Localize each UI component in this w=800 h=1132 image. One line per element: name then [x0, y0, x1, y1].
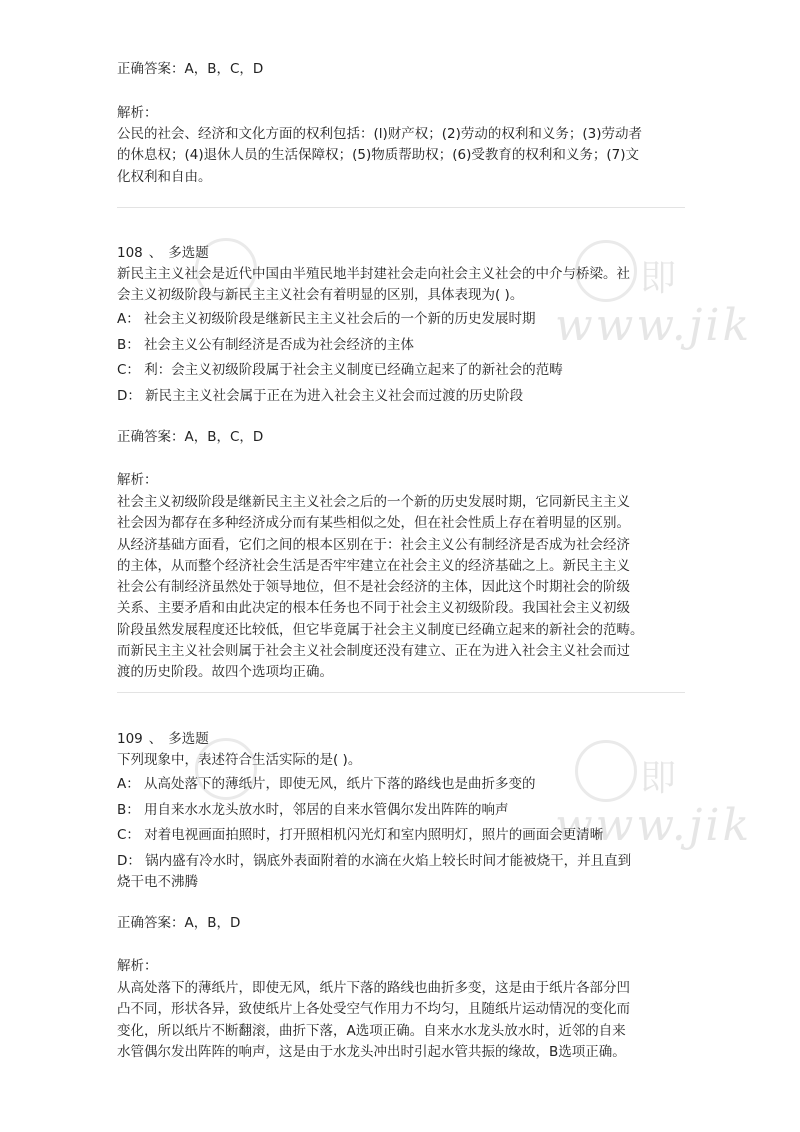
- question-header: [117, 243, 687, 264]
- question-separator: 、: [148, 245, 163, 261]
- analysis-text: [117, 124, 687, 188]
- analysis-label: 解析：: [117, 958, 158, 974]
- option-a: A： 从高处落下的薄纸片，即使无风，纸片下落的路线也是曲折多变的: [117, 776, 536, 792]
- option-b: B： 社会主义公有制经济是否成为社会经济的主体: [117, 336, 415, 353]
- analysis-line: 从经济基础方面看，它们之间的根本区别在于：社会主义公有制经济是否成为社会经济: [117, 536, 630, 553]
- answer-value: A，B，C，D: [184, 429, 264, 445]
- answer-line: [117, 913, 687, 934]
- analysis-line: 凸不同，形状各异，致使纸片上各处受空气作用力不均匀，且随纸片运动情况的变化而: [117, 1001, 630, 1018]
- answer-value: A，B，D: [184, 915, 241, 931]
- watermark-text: 即: [640, 758, 677, 799]
- divider: [117, 692, 685, 693]
- question-header: [117, 729, 687, 750]
- watermark-text: www.jik: [555, 800, 753, 851]
- question-number: 109: [117, 731, 143, 747]
- question-stem: 会主义初级阶段与新民主主义社会有着明显的区别，具体表现为( )。: [117, 287, 524, 303]
- answer-line: [117, 59, 687, 80]
- divider: [117, 207, 685, 208]
- watermark-text: www.jik: [555, 300, 753, 351]
- analysis-text: [117, 492, 687, 684]
- previous-question-answer: [117, 59, 687, 80]
- analysis-line: 而新民主主义社会则属于社会主义社会制度还没有建立、正在为进入社会主义社会而过: [117, 643, 630, 660]
- analysis-line: 从高处落下的薄纸片，即使无风，纸片下落的路线也曲折多变，这是由于纸片各部分凹: [117, 980, 630, 996]
- watermark-text: 即: [640, 258, 677, 299]
- option-d: D： 新民主主义社会属于正在为进入社会主义社会而过渡的历史阶段: [117, 387, 524, 404]
- option-c: C： 对着电视画面拍照时，打开照相机闪光灯和室内照明灯，照片的画面会更清晰: [117, 827, 604, 843]
- question-type: 多选题: [168, 731, 209, 747]
- analysis-label: 解析：: [117, 472, 158, 488]
- option-d-continued: 烧干电不沸腾: [117, 873, 198, 890]
- answer-value: A，B，C，D: [184, 61, 264, 77]
- analysis-line: 公民的社会、经济和文化方面的权利包括：(l)财产权；(2)劳动的权利和义务；(3)劳动者: [117, 126, 643, 142]
- analysis-line: 社会主义初级阶段是继新民主主义社会之后的一个新的历史发展时期，它同新民主主义: [117, 494, 630, 510]
- analysis-line: 的主体，从而整个经济社会生活是否牢牢建立在社会主义的经济基础之上。新民主主义: [117, 557, 630, 574]
- question-type: 多选题: [168, 245, 209, 261]
- previous-question-analysis: [117, 103, 687, 124]
- answer-label: 正确答案：: [117, 915, 185, 931]
- question-108: [117, 243, 687, 407]
- option-b: B： 用自来水水龙头放水时，邻居的自来水管偶尔发出阵阵的响声: [117, 801, 509, 818]
- analysis-line: 阶段虽然发展程度还比较低，但它毕竟属于社会主义制度已经确立起来的新社会的范畴。: [117, 621, 644, 638]
- analysis-line: 社会公有制经济虽然处于领导地位，但不是社会经济的主体，因此这个时期社会的阶级: [117, 579, 630, 596]
- question-109: [117, 729, 687, 893]
- analysis-line: 化权利和自由。: [117, 168, 212, 185]
- answer-label: 正确答案：: [117, 429, 185, 445]
- option-a: A： 社会主义初级阶段是继新民主主义社会后的一个新的历史发展时期: [117, 311, 536, 327]
- analysis-line: 社会因为都存在多种经济成分而有某些相似之处，但在社会性质上存在着明显的区别。: [117, 515, 630, 532]
- answer-line: [117, 427, 687, 448]
- question-stem: 新民主主义社会是近代中国由半殖民地半封建社会走向社会主义社会的中介与桥梁。社: [117, 266, 630, 282]
- analysis-line: 的休息权；(4)退休人员的生活保障权；(5)物质帮助权；(6)受教育的权利和义务；(7)文: [117, 147, 639, 164]
- analysis-label: 解析：: [117, 105, 158, 121]
- analysis-line: 渡的历史阶段。故四个选项均正确。: [117, 664, 333, 681]
- analysis-line: 变化，所以纸片不断翻滚，曲折下落，A选项正确。自来水水龙头放水时，近邻的自来: [117, 1022, 626, 1039]
- analysis-line: 水管偶尔发出阵阵的响声，这是由于水龙头冲出时引起水管共振的缘故，B选项正确。: [117, 1043, 626, 1060]
- question-stem: 下列现象中，表述符合生活实际的是( )。: [117, 752, 362, 768]
- option-c: C： 利：会主义初级阶段属于社会主义制度已经确立起来了的新社会的范畴: [117, 362, 563, 378]
- question-number: 108: [117, 245, 143, 261]
- analysis-line: 关系、主要矛盾和由此决定的根本任务也不同于社会主义初级阶段。我国社会主义初级: [117, 600, 630, 617]
- analysis-text: [117, 978, 687, 1063]
- option-d: D： 锅内盛有冷水时，锅底外表面附着的水滴在火焰上较长时间才能被烧干，并且直到: [117, 852, 632, 869]
- answer-label: 正确答案：: [117, 61, 185, 77]
- question-separator: 、: [148, 731, 163, 747]
